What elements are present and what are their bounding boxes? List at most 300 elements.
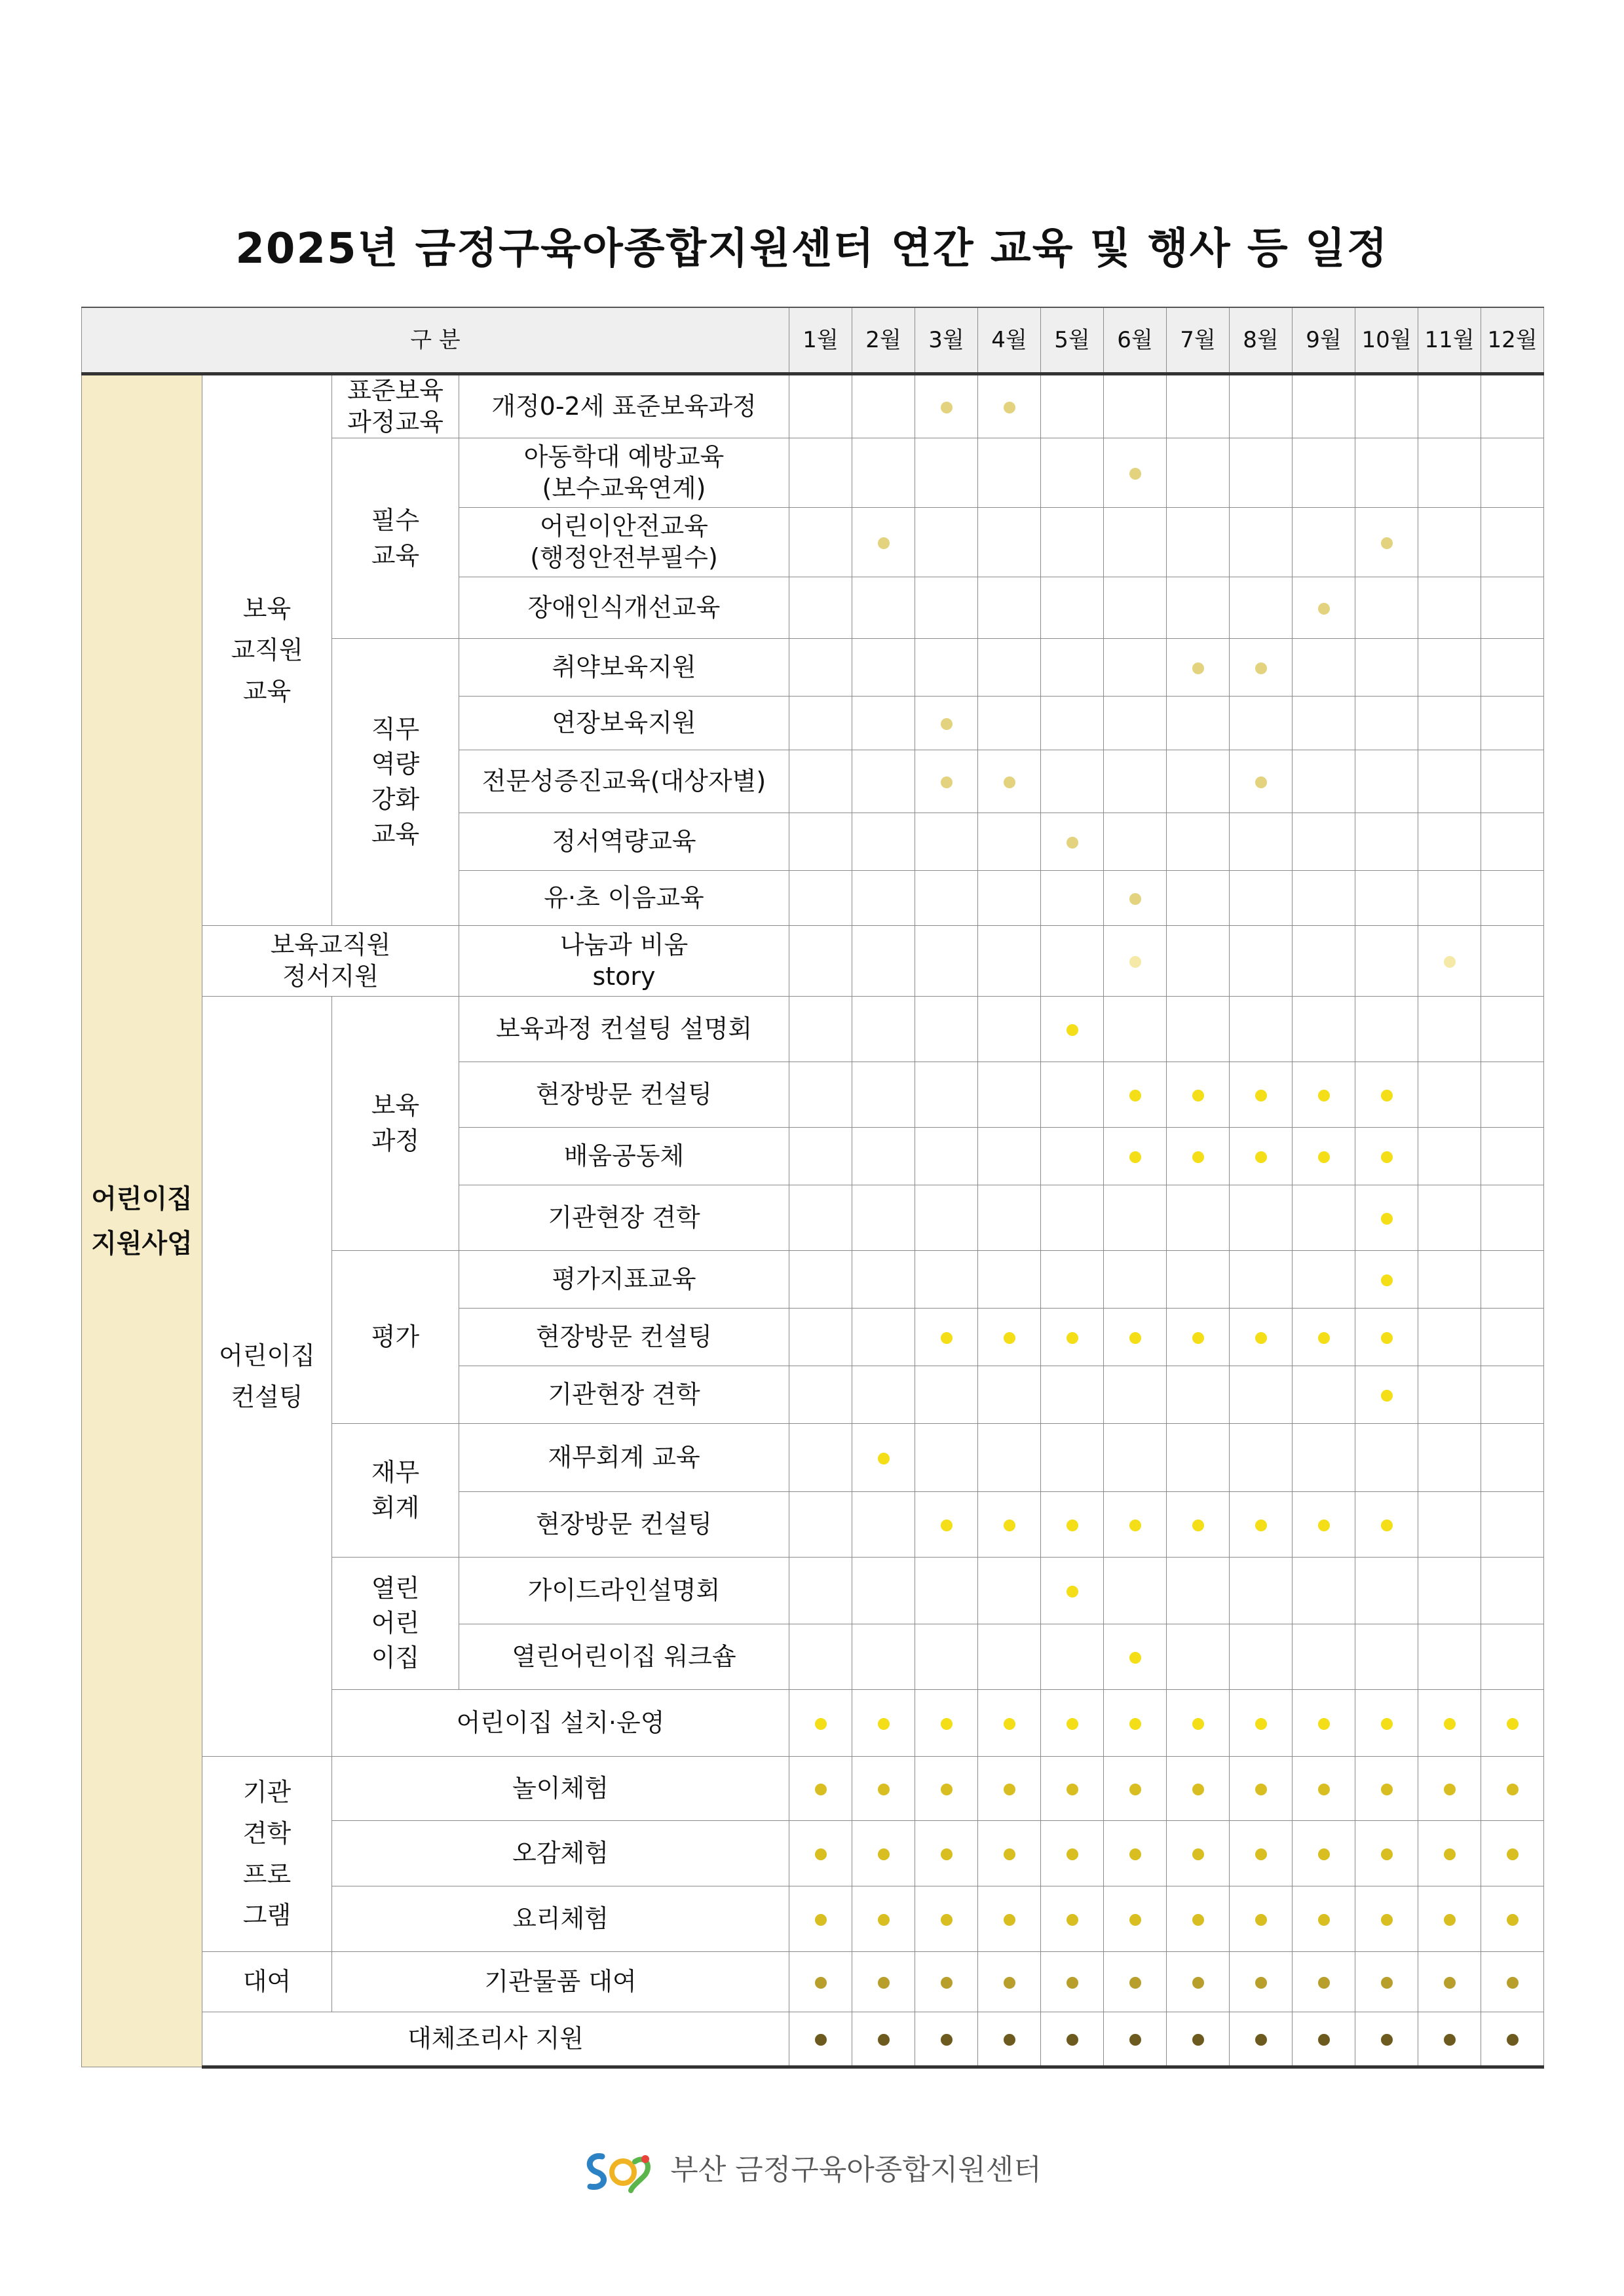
month-cell	[852, 438, 915, 508]
schedule-dot	[1381, 1151, 1393, 1163]
month-cell	[915, 1952, 978, 2012]
month-cell	[1041, 1185, 1104, 1251]
month-cell	[1167, 997, 1230, 1062]
month-cell	[1355, 997, 1418, 1062]
month-cell	[1481, 813, 1544, 871]
month-cell	[915, 1624, 978, 1690]
schedule-dot	[1381, 1848, 1393, 1860]
month-cell	[1355, 374, 1418, 438]
month-cell	[1418, 750, 1481, 813]
month-cell	[1230, 1251, 1293, 1309]
month-cell	[852, 639, 915, 697]
month-cell	[1041, 1309, 1104, 1366]
month-cell	[789, 926, 852, 997]
month-cell	[852, 1128, 915, 1185]
schedule-dot	[815, 1848, 827, 1860]
month-cell	[1481, 1690, 1544, 1757]
month-cell	[1418, 374, 1481, 438]
month-cell	[1355, 1690, 1418, 1757]
month-cell	[1293, 1886, 1355, 1952]
month-cell	[1481, 2012, 1544, 2067]
month-cell	[1041, 1821, 1104, 1886]
month-cell	[1355, 1309, 1418, 1366]
month-cell	[1041, 871, 1104, 926]
month-cell	[1481, 1309, 1544, 1366]
schedule-dot	[1444, 1977, 1456, 1989]
month-cell	[978, 1952, 1041, 2012]
month-cell	[1355, 438, 1418, 508]
month-cell	[1481, 639, 1544, 697]
month-cell	[1104, 438, 1167, 508]
month-cell	[789, 1690, 852, 1757]
month-cell	[978, 871, 1041, 926]
month-cell	[1418, 1624, 1481, 1690]
month-cell	[978, 1251, 1041, 1309]
schedule-dot	[1004, 1718, 1015, 1730]
schedule-row	[82, 1952, 1544, 2012]
program-label: 어린이집 설치·운영	[332, 1690, 789, 1757]
schedule-dot	[1255, 1784, 1267, 1795]
schedule-dot	[1255, 1332, 1267, 1344]
month-cell	[1293, 1558, 1355, 1624]
month-cell	[1293, 639, 1355, 697]
schedule-row	[82, 374, 1544, 438]
month-cell	[852, 374, 915, 438]
month-cell	[852, 1492, 915, 1558]
month-cell	[978, 1309, 1041, 1366]
month-cell	[1293, 1128, 1355, 1185]
month-cell	[1418, 438, 1481, 508]
month-cell	[1041, 1757, 1104, 1821]
month-cell	[1104, 1062, 1167, 1128]
schedule-dot	[878, 1453, 890, 1464]
month-cell	[789, 508, 852, 577]
month-cell	[789, 639, 852, 697]
month-cell	[1293, 1251, 1355, 1309]
month-cell	[1041, 1424, 1104, 1492]
footer-logo	[0, 2146, 1624, 2194]
program-label: 연장보육지원	[459, 697, 789, 750]
month-cell	[789, 1757, 852, 1821]
month-cell	[852, 1886, 915, 1952]
program-label: 현장방문 컨설팅	[459, 1309, 789, 1366]
month-cell	[1041, 1624, 1104, 1690]
month-cell	[1481, 374, 1544, 438]
schedule-dot	[1255, 662, 1267, 674]
month-cell	[1293, 1309, 1355, 1366]
month-cell	[978, 1185, 1041, 1251]
month-cell	[1418, 1309, 1481, 1366]
schedule-dot	[1318, 603, 1330, 615]
program-label: 기관현장 견학	[459, 1366, 789, 1424]
month-cell	[1230, 813, 1293, 871]
schedule-dot	[1129, 1652, 1141, 1664]
month-cell	[1230, 1492, 1293, 1558]
month-cell	[915, 1690, 978, 1757]
month-cell	[1293, 2012, 1355, 2067]
month-cell	[978, 750, 1041, 813]
month-cell	[1230, 639, 1293, 697]
schedule-dot	[815, 1718, 827, 1730]
program-label: 장애인식개선교육	[459, 577, 789, 639]
month-cell	[978, 1624, 1041, 1690]
month-cell	[1418, 1062, 1481, 1128]
group-open-childcare: 열린 어린 이집	[332, 1558, 459, 1690]
month-cell	[978, 1821, 1041, 1886]
schedule-dot	[1192, 1332, 1204, 1344]
month-cell	[789, 1492, 852, 1558]
schedule-dot	[1255, 1977, 1267, 1989]
month-cell	[1041, 997, 1104, 1062]
month-cell	[852, 1757, 915, 1821]
month-cell	[789, 1558, 852, 1624]
schedule-dot	[1444, 1848, 1456, 1860]
month-cell	[1167, 750, 1230, 813]
schedule-dot	[1192, 662, 1204, 674]
month-cell	[1355, 1558, 1418, 1624]
schedule-dot	[1381, 2034, 1393, 2046]
month-cell	[915, 1366, 978, 1424]
schedule-dot	[878, 537, 890, 549]
schedule-dot	[941, 1332, 953, 1344]
schedule-row	[82, 926, 1544, 997]
schedule-dot	[1318, 1848, 1330, 1860]
month-cell	[852, 1366, 915, 1424]
month-cell	[978, 997, 1041, 1062]
month-cell	[1355, 871, 1418, 926]
month-cell	[1293, 1366, 1355, 1424]
month-cell	[1418, 1757, 1481, 1821]
month-cell	[1481, 871, 1544, 926]
month-cell	[978, 813, 1041, 871]
month-cell	[1167, 1309, 1230, 1366]
month-cell	[1355, 1366, 1418, 1424]
month-cell	[915, 2012, 978, 2067]
month-cell	[1293, 1424, 1355, 1492]
month-cell	[915, 926, 978, 997]
month-cell	[1355, 1821, 1418, 1886]
month-cell	[1481, 1128, 1544, 1185]
schedule-dot	[941, 1848, 953, 1860]
month-cell	[1230, 1128, 1293, 1185]
month-cell	[978, 374, 1041, 438]
month-cell	[1418, 508, 1481, 577]
program-label: 기관현장 견학	[459, 1185, 789, 1251]
schedule-dot	[1318, 1977, 1330, 1989]
program-label: 보육과정 컨설팅 설명회	[459, 997, 789, 1062]
schedule-dot	[1255, 1914, 1267, 1926]
program-label: 가이드라인설명회	[459, 1558, 789, 1624]
month-cell	[978, 1886, 1041, 1952]
month-cell	[1167, 508, 1230, 577]
program-label: 요리체험	[332, 1886, 789, 1952]
schedule-dot	[1255, 1151, 1267, 1163]
group-curriculum: 보육 과정	[332, 997, 459, 1251]
schedule-dot	[1444, 1784, 1456, 1795]
schedule-dot	[1192, 1977, 1204, 1989]
month-cell	[1167, 871, 1230, 926]
month-cell	[1355, 750, 1418, 813]
month-cell	[789, 1886, 852, 1952]
month-cell	[978, 639, 1041, 697]
month-cell	[1104, 1821, 1167, 1886]
group-visit-program: 기관 견학 프로 그램	[202, 1757, 332, 1952]
month-cell	[1418, 577, 1481, 639]
month-cell	[852, 1185, 915, 1251]
footer-org-name: 부산 금정구육아종합지원센터	[670, 2153, 1042, 2187]
month-cell	[1104, 813, 1167, 871]
schedule-dot	[1381, 1090, 1393, 1101]
schedule-dot	[1444, 956, 1456, 968]
month-cell	[1293, 871, 1355, 926]
month-cell	[915, 997, 978, 1062]
month-cell	[1481, 1886, 1544, 1952]
month-cell	[1167, 374, 1230, 438]
schedule-dot	[1318, 1784, 1330, 1795]
month-cell	[1418, 1821, 1481, 1886]
month-cell	[789, 997, 852, 1062]
schedule-dot	[1067, 1977, 1078, 1989]
month-cell	[1418, 997, 1481, 1062]
month-cell	[1481, 1185, 1544, 1251]
month-cell	[1481, 1424, 1544, 1492]
schedule-dot	[1129, 1914, 1141, 1926]
month-cell	[1481, 997, 1544, 1062]
month-cell	[1167, 1757, 1230, 1821]
month-cell	[789, 374, 852, 438]
table-header-row	[82, 307, 1544, 374]
schedule-dot	[1004, 1520, 1015, 1531]
month-cell	[1104, 926, 1167, 997]
month-cell	[1167, 1062, 1230, 1128]
month-cell	[1293, 1624, 1355, 1690]
schedule-dot	[1192, 1090, 1204, 1101]
month-cell	[1167, 1952, 1230, 2012]
schedule-dot	[815, 1977, 827, 1989]
month-cell	[978, 2012, 1041, 2067]
program-label: 개정0-2세 표준보육과정	[459, 374, 789, 438]
program-label: 유·초 이음교육	[459, 871, 789, 926]
schedule-dot	[1381, 1520, 1393, 1531]
month-cell	[852, 508, 915, 577]
month-cell	[915, 374, 978, 438]
schedule-dot	[1129, 956, 1141, 968]
schedule-dot	[1067, 1914, 1078, 1926]
month-cell	[1355, 1185, 1418, 1251]
month-cell	[1230, 1366, 1293, 1424]
schedule-dot	[1129, 1784, 1141, 1795]
schedule-dot	[1381, 1274, 1393, 1286]
month-cell	[1230, 1952, 1293, 2012]
month-cell	[1293, 1952, 1355, 2012]
schedule-dot	[1444, 1914, 1456, 1926]
schedule-dot	[1318, 1332, 1330, 1344]
month-cell	[789, 697, 852, 750]
month-cell	[1418, 1492, 1481, 1558]
month-cell	[1418, 871, 1481, 926]
schedule-dot	[1129, 1977, 1141, 1989]
schedule-dot	[1192, 1520, 1204, 1531]
month-cell	[1041, 1492, 1104, 1558]
month-cell	[1293, 438, 1355, 508]
month-cell	[1293, 926, 1355, 997]
schedule-dot	[1129, 1520, 1141, 1531]
month-cell	[789, 871, 852, 926]
month-cell	[915, 1185, 978, 1251]
month-cell	[1104, 639, 1167, 697]
month-cell	[1230, 997, 1293, 1062]
schedule-dot	[878, 2034, 890, 2046]
schedule-dot	[941, 2034, 953, 2046]
month-cell	[852, 697, 915, 750]
month-cell	[1167, 697, 1230, 750]
month-cell	[1355, 813, 1418, 871]
schedule-dot	[1067, 1586, 1078, 1598]
month-cell	[1041, 1366, 1104, 1424]
month-cell	[1041, 1062, 1104, 1128]
month-cell	[1418, 2012, 1481, 2067]
month-cell	[1041, 1558, 1104, 1624]
month-cell	[1167, 1690, 1230, 1757]
month-cell	[1418, 1952, 1481, 2012]
schedule-dot	[941, 718, 953, 730]
month-cell	[1230, 926, 1293, 997]
month-cell	[1481, 1366, 1544, 1424]
month-cell	[1167, 1424, 1230, 1492]
schedule-dot	[941, 402, 953, 413]
month-cell	[1104, 1424, 1167, 1492]
schedule-dot	[1004, 776, 1015, 788]
month-cell	[1230, 438, 1293, 508]
schedule-dot	[1192, 2034, 1204, 2046]
schedule-dot	[1129, 1090, 1141, 1101]
month-cell	[1481, 1558, 1544, 1624]
schedule-dot	[1381, 1213, 1393, 1225]
month-cell	[1418, 926, 1481, 997]
month-cell	[1104, 1690, 1167, 1757]
header-month: 4월	[978, 307, 1041, 374]
month-cell	[1041, 926, 1104, 997]
header-month: 10월	[1355, 307, 1418, 374]
month-cell	[1293, 1821, 1355, 1886]
month-cell	[852, 1558, 915, 1624]
group-childcare-consulting: 어린이집 컨설팅	[202, 997, 332, 1757]
month-cell	[789, 1185, 852, 1251]
month-cell	[789, 750, 852, 813]
month-cell	[1104, 374, 1167, 438]
document-title: 2025년 금정구육아종합지원센터 연간 교육 및 행사 등 일정	[235, 225, 1389, 273]
program-label: 평가지표교육	[459, 1251, 789, 1309]
month-cell	[1167, 1128, 1230, 1185]
header-month: 8월	[1230, 307, 1293, 374]
program-label: 오감체험	[332, 1821, 789, 1886]
month-cell	[789, 2012, 852, 2067]
month-cell	[852, 577, 915, 639]
schedule-dot	[1381, 1332, 1393, 1344]
group-staff-education: 보육 교직원 교육	[202, 374, 332, 926]
month-cell	[1104, 997, 1167, 1062]
schedule-dot	[1381, 1390, 1393, 1402]
program-label: 취약보육지원	[459, 639, 789, 697]
month-cell	[1104, 508, 1167, 577]
program-label: 어린이안전교육 (행정안전부필수)	[459, 508, 789, 577]
schedule-dot	[1255, 1090, 1267, 1101]
month-cell	[1481, 1757, 1544, 1821]
schedule-dot	[1129, 2034, 1141, 2046]
month-cell	[1230, 1185, 1293, 1251]
schedule-dot	[1129, 1151, 1141, 1163]
schedule-dot	[941, 776, 953, 788]
program-label: 재무회계 교육	[459, 1424, 789, 1492]
schedule-row	[82, 997, 1544, 1062]
group-required-education: 필수 교육	[332, 438, 459, 639]
schedule-row	[82, 1757, 1544, 1821]
month-cell	[1230, 750, 1293, 813]
schedule-dot	[1381, 1977, 1393, 1989]
month-cell	[1104, 1251, 1167, 1309]
month-cell	[1104, 577, 1167, 639]
month-cell	[1041, 2012, 1104, 2067]
month-cell	[1230, 1624, 1293, 1690]
month-cell	[1481, 1492, 1544, 1558]
program-label: 정서역량교육	[459, 813, 789, 871]
month-cell	[789, 577, 852, 639]
schedule-dot	[878, 1977, 890, 1989]
program-label: 전문성증진교육(대상자별)	[459, 750, 789, 813]
month-cell	[1167, 1558, 1230, 1624]
schedule-dot	[1318, 1718, 1330, 1730]
month-cell	[1167, 1886, 1230, 1952]
month-cell	[1418, 1424, 1481, 1492]
header-month: 12월	[1481, 307, 1544, 374]
schedule-dot	[1129, 1848, 1141, 1860]
schedule-dot	[1507, 1718, 1519, 1730]
month-cell	[1293, 374, 1355, 438]
month-cell	[1167, 1624, 1230, 1690]
schedule-dot	[1067, 1332, 1078, 1344]
month-cell	[1481, 926, 1544, 997]
month-cell	[1481, 438, 1544, 508]
month-cell	[1230, 1309, 1293, 1366]
month-cell	[1104, 1492, 1167, 1558]
month-cell	[789, 1366, 852, 1424]
month-cell	[915, 871, 978, 926]
month-cell	[1418, 813, 1481, 871]
month-cell	[1230, 871, 1293, 926]
month-cell	[978, 438, 1041, 508]
group-finance: 재무 회계	[332, 1424, 459, 1558]
month-cell	[1167, 1366, 1230, 1424]
month-cell	[1167, 813, 1230, 871]
month-cell	[915, 813, 978, 871]
schedule-table	[81, 307, 1544, 2069]
month-cell	[789, 1952, 852, 2012]
month-cell	[789, 1309, 852, 1366]
schedule-dot	[1255, 1848, 1267, 1860]
header-month: 3월	[915, 307, 978, 374]
schedule-dot	[1067, 1520, 1078, 1531]
month-cell	[789, 813, 852, 871]
month-cell	[1230, 1886, 1293, 1952]
month-cell	[1041, 1128, 1104, 1185]
schedule-dot	[1318, 1914, 1330, 1926]
month-cell	[852, 1952, 915, 2012]
schedule-row	[82, 2012, 1544, 2067]
month-cell	[1041, 508, 1104, 577]
month-cell	[789, 438, 852, 508]
group-evaluation: 평가	[332, 1251, 459, 1424]
schedule-dot	[1004, 1848, 1015, 1860]
